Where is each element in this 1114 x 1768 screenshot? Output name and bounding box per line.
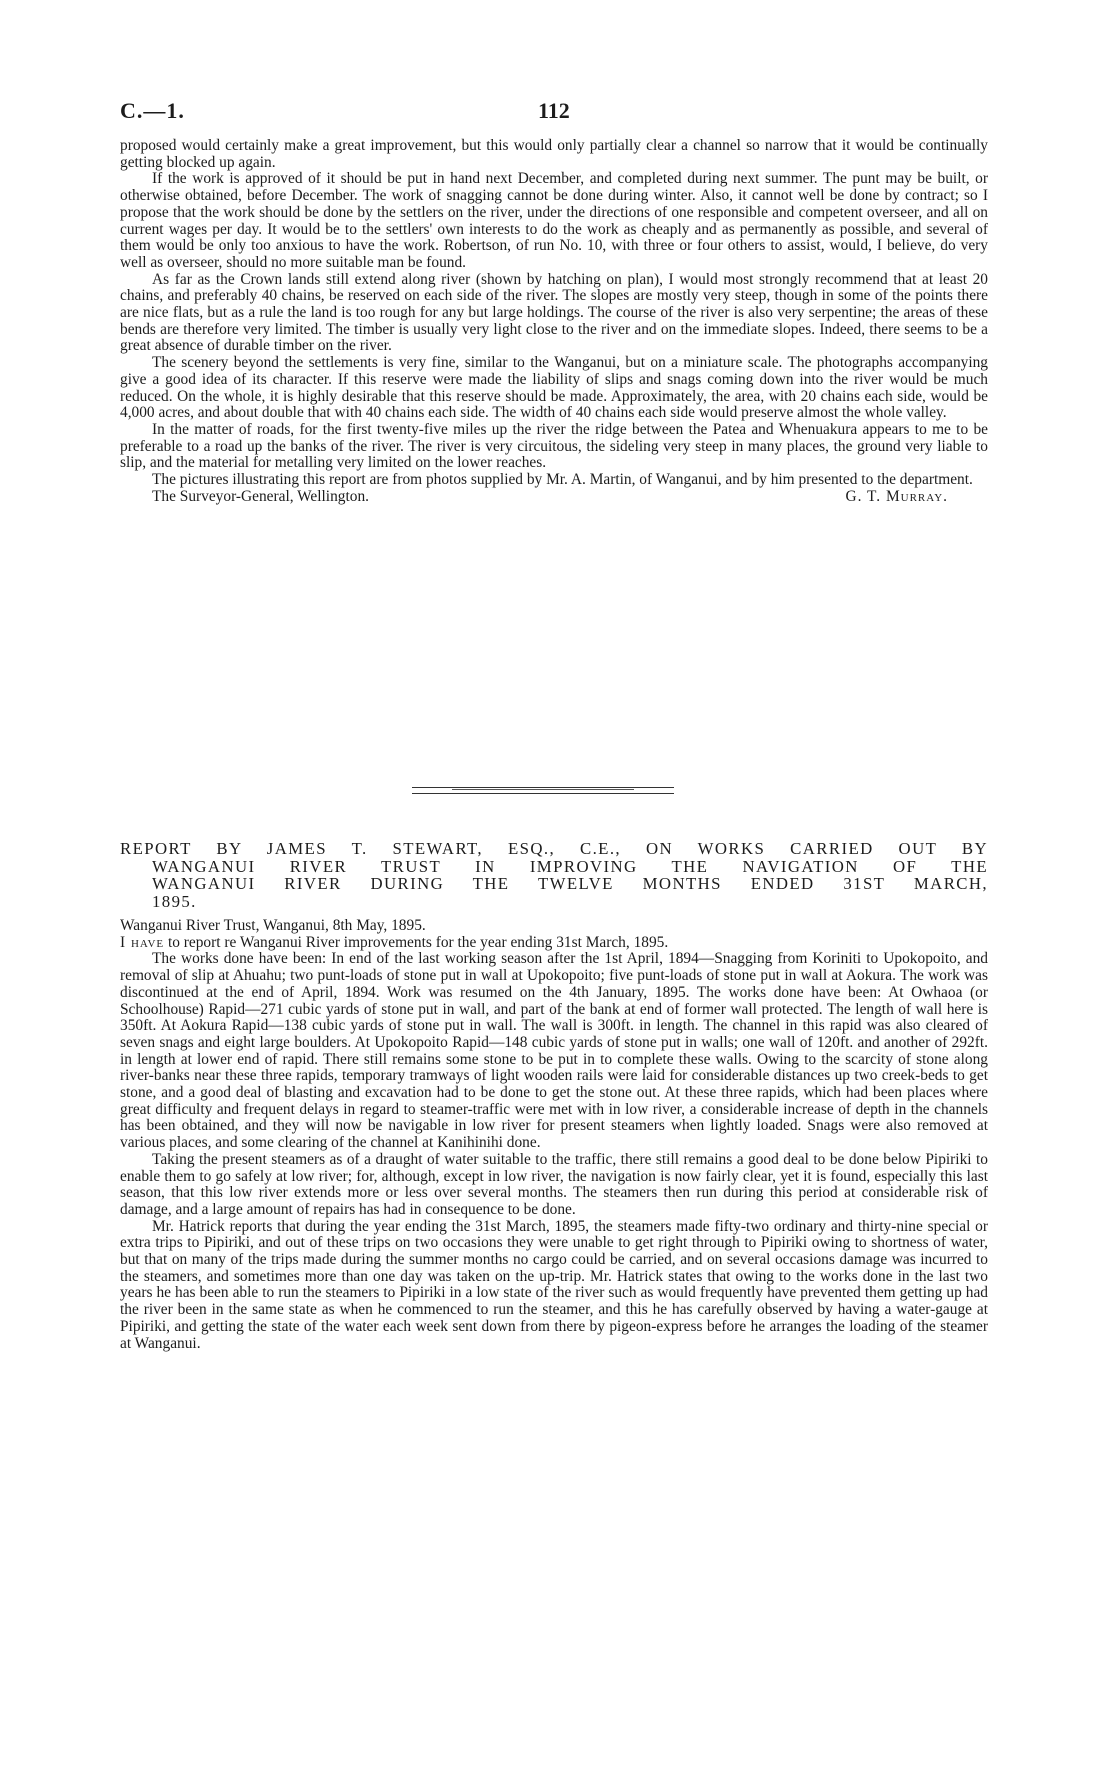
section-previous-report [120, 138, 988, 505]
opening-paragraph [120, 935, 988, 952]
addressee: The Surveyor-General, Wellington. [152, 487, 369, 505]
section-divider [412, 787, 674, 794]
title-line: WANGANUI RIVER DURING THE TWELVE MONTHS ENDED 31ST MARCH, [152, 874, 988, 894]
paragraph: The pictures illustrating this report are from photos supplied by Mr. A. Martin, of Wanganui, and by him presented to the department. [152, 471, 973, 489]
paragraph: As far as the Crown lands still extend along river (shown by hatching on plan), I would most strongly recommend that at least 20 chains, and preferably 40 chains, be reserved on each side of the river. The slopes are mostly very steep, though in some of the points there are nice flats, but as a rule the land is too rough for any but large holdings. The course of the river is also very serpentine; the areas of these bends are therefore very limited. The timber is usually very light close to the river and on the immediate slopes. Indeed, there seems to be a great absence of durable timber on the river. [120, 270, 988, 355]
signature-line [120, 489, 988, 506]
report-title [120, 840, 988, 910]
title-line: 1895. [152, 891, 197, 911]
paragraph: proposed would certainly make a great improvement, but this would only partially clear a channel so narrow that it would be continually getting blocked up again. [120, 137, 988, 171]
page-number: 112 [538, 98, 570, 123]
title-line: REPORT BY JAMES T. STEWART, ESQ., C.E., ON WORKS CARRIED OUT BY [120, 839, 988, 858]
opening-text: to report re Wanganui River improvements for the year ending 31st March, 1895. [164, 933, 669, 951]
page-header [120, 98, 988, 128]
paragraph: Mr. Hatrick reports that during the year ending the 31st March, 1895, the steamers made fifty-two ordinary and thirty-nine special or extra trips to Pipiriki, and out of these trips on two occasions they were unable to get right through to Pipiriki owing to shortness of water, but that on many of the trips made during the summer months no cargo could be carried, and on several occasions damage was incurred to the steamers, and sometimes more than one day was taken on the up-trip. Mr. Hatrick states that owing to the works done in the last two years he has been able to run the steamers to Pipiriki in a low state of the river such as would frequently have prevented them getting up had the river been in the same state as when he commenced to run the steamer, and this he has carefully observed by having a water-gauge at Pipiriki, and getting the state of the water each week sent down from there by pigeon-express before he arranges the loading of the steamer at Wanganui. [120, 1217, 988, 1352]
paragraph: If the work is approved of it should be put in hand next December, and completed during next summer. The punt may be built, or otherwise obtained, before December. The work of snagging cannot be done during winter. Also, it cannot well be done by contract; so I propose that the work should be done by the settlers on the river, under the directions of one responsible and competent overseer, and all on current wages per day. It would be to the settlers' own interests to do the work as cheaply and as permanently as possible, and several of them would be only too anxious to have the work. Robertson, of run No. 10, with three or four others to assist, would, I believe, do very well as overseer, should no more suitable man be found. [120, 170, 988, 271]
section-stewart-report [120, 918, 988, 1352]
paragraph: Taking the present steamers as of a draught of water suitable to the traffic, there still remains a good deal to be done below Pipiriki to enable them to go safely at low river; for, although, except in low river, the navigation is now fairly clear, yet it is found, especially this last season, that this low river extends more or less over several months. The steamers then run during this period at considerable risk of damage, and a large amount of repairs has had in consequence to be done. [120, 1150, 988, 1218]
paragraph: The works done have been: In end of the last working season after the 1st April, 1894—Snagging from Koriniti to Upokopoito, and removal of slip at Ahuahu; two punt-loads of stone put in wall at Upokopoito; five punt-loads of stone put in wall at Aokura. The work was discontinued at the end of April, 1894. Work was resumed on the 4th January, 1895. The works done have been: At Owhaoa (or Schoolhouse) Rapid—271 cubic yards of stone put in wall, and part of the bank at end of former wall protected. The length of wall here is 350ft. At Aokura Rapid—138 cubic yards of stone put in wall. The wall is 300ft. in length. The channel in this rapid was also cleared of seven snags and eight large boulders. At Upokopoito Rapid—148 cubic yards of stone put in walls; one wall of 120ft. and another of 292ft. in length at lower end of rapid. There still remains some stone to be put in to complete these walls. Owing to the scarcity of stone along river-banks near these three rapids, temporary tramways of light wooden rails were laid for considerable distances up two creek-beds to get stone, and a good deal of blasting and excavation had to be done to get the stone out. At these three rapids, which had been places where great difficulty and frequent delays in regard to steamer-traffic were met with in low river, a considerable increase of depth in the channels has been obtained, and they will now be navigable in low river for present steamers when lightly loaded. Snags were also removed at various places, and some clearing of the channel at Kanihinihi done. [120, 950, 988, 1152]
signatory: G. T. Murray. [845, 487, 948, 505]
paragraph: The scenery beyond the settlements is very fine, similar to the Wanganui, but on a miniature scale. The photographs accompanying give a good idea of its character. If this reserve were made the liability of slips and snags coming down into the river would be much reduced. On the whole, it is highly desirable that this reserve should be made. Approximately, the area, with 20 chains each side, would be 4,000 acres, and about double that with 40 chains each side. The width of 40 chains each side would preserve almost the whole valley. [120, 354, 988, 422]
document-code: C.—1. [120, 98, 185, 123]
title-line: WANGANUI RIVER TRUST IN IMPROVING THE NAVIGATION OF THE [152, 856, 988, 876]
opening-word: I have [120, 933, 165, 951]
dateline: Wanganui River Trust, Wanganui, 8th May, 1895. [120, 917, 426, 934]
paragraph: In the matter of roads, for the first twenty-five miles up the river the ridge between the Patea and Whenuakura appears to me to be preferable to a road up the banks of the river. The river is very circuitous, the sideling very steep in many places, the ground very liable to slip, and the material for metalling very limited on the lower reaches. [120, 420, 988, 472]
